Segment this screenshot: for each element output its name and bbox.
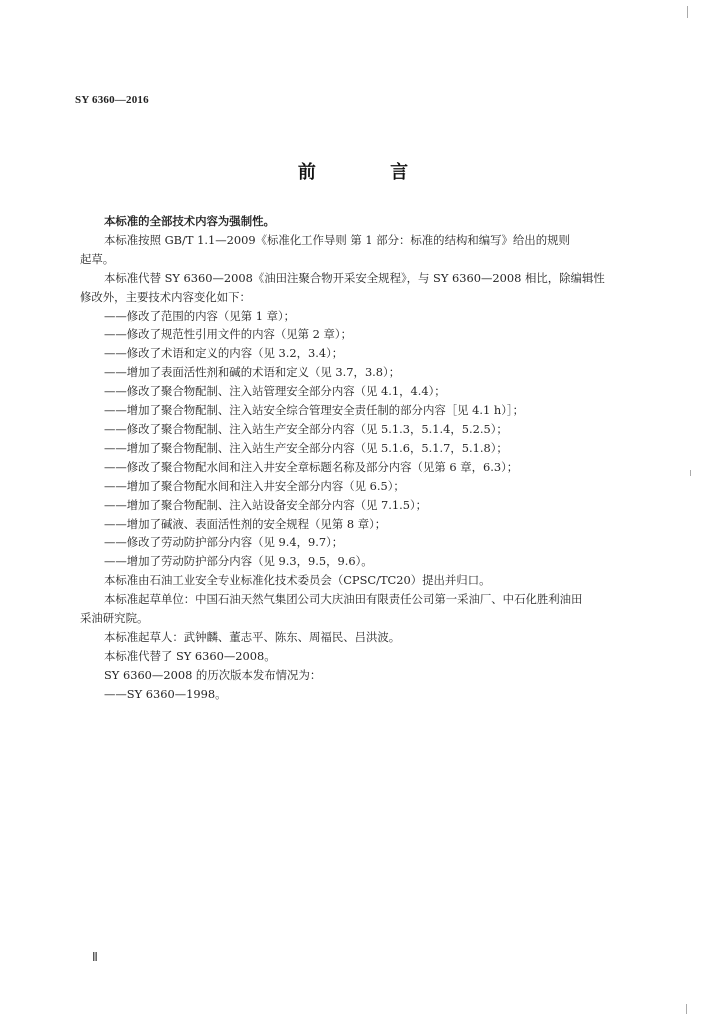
drafting-rule-line-1: 本标准按照 GB/T 1.1—2009《标准化工作导则 第 1 部分：标准的结构和编写》给出的规则 [104,232,570,247]
drafters-statement: 本标准起草人：武钟麟、董志平、陈东、周福民、吕洪波。 [104,629,401,644]
version-history-item: ——SY 6360—1998。 [104,686,227,701]
drafting-units-line-2: 采油研究院。 [80,611,149,626]
change-item: ——修改了聚合物配制、注入站生产安全部分内容（见 5.1.3，5.1.4，5.2.5）； [104,421,508,436]
change-item: ——增加了碱液、表面活性剂的安全规程（见第 8 章）； [104,516,387,531]
change-item: ——增加了表面活性剂和碱的术语和定义（见 3.7，3.8）； [104,365,401,380]
change-item: ——修改了术语和定义的内容（见 3.2，3.4）； [104,346,344,361]
change-item: ——修改了规范性引用文件的内容（见第 2 章）； [104,327,352,342]
change-item: ——修改了聚合物配水间和注入井安全章标题名称及部分内容（见第 6 章，6.3）； [104,459,519,474]
change-item: ——修改了聚合物配制、注入站管理安全部分内容（见 4.1，4.4）； [104,384,446,399]
change-item: ——修改了劳动防护部分内容（见 9.4，9.7）； [104,535,344,550]
change-item: ——增加了劳动防护部分内容（见 9.3，9.5，9.6）。 [104,554,373,569]
replacement-statement-line-2: 修改外，主要技术内容变化如下： [80,289,251,304]
drafting-units-line-1: 本标准起草单位：中国石油天然气集团公司大庆油田有限责任公司第一采油厂、中石化胜利油田 [104,592,583,607]
replacement-statement-line-1: 本标准代替 SY 6360—2008《油田注聚合物开采安全规程》，与 SY 6360—2008 相比，除编辑性 [104,270,605,285]
drafting-rule-line-2: 起草。 [80,251,115,266]
page-number: Ⅱ [92,950,98,964]
change-item: ——修改了范围的内容（见第 1 章）； [104,308,296,323]
version-history-intro: SY 6360—2008 的历次版本发布情况为： [104,667,322,682]
page-title: 前 言 [297,162,443,183]
standard-code-header: SY 6360—2016 [75,94,149,106]
supersedes-statement: 本标准代替了 SY 6360—2008。 [104,648,276,663]
change-item: ——增加了聚合物配水间和注入井安全部分内容（见 6.5）； [104,478,405,493]
scan-edge-mark [690,470,691,476]
change-item: ——增加了聚合物配制、注入站设备安全部分内容（见 7.1.5）； [104,497,428,512]
proposer-statement: 本标准由石油工业安全专业标准化技术委员会（CPSC/TC20）提出并归口。 [104,573,491,588]
scan-edge-mark [687,6,688,18]
mandatory-statement: 本标准的全部技术内容为强制性。 [104,214,275,228]
change-item: ——增加了聚合物配制、注入站生产安全部分内容（见 5.1.6，5.1.7，5.1.8）； [104,440,508,455]
scan-edge-mark [686,1004,687,1014]
change-item: ——增加了聚合物配制、注入站安全综合管理安全责任制的部分内容［见 4.1 h）］； [104,403,524,418]
foreword-body [80,212,660,704]
